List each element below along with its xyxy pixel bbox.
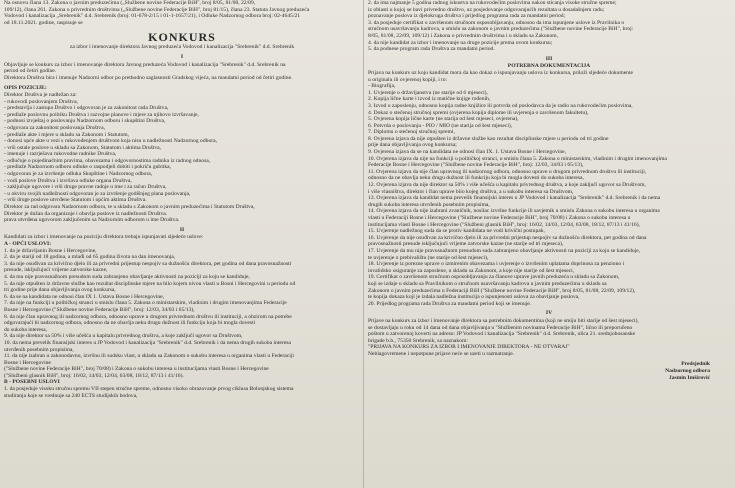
signature-org: Nadzornog odbora xyxy=(665,368,710,375)
text-line: brigade b.b., 75350 Srebrenik, sa naznakom: xyxy=(368,337,468,344)
text-line: - odgovoran je za izvršenje odluka Skupštine i Nadzornog odbora, xyxy=(4,171,153,178)
text-line: ("Službene novine Federacije BiH", broj 70/08) i Zakona o sukobu interesa u institucijama vlasti Bosne i Hercegovine xyxy=(4,366,269,373)
text-line: 12. Ovjerena izjava da nije direktor sa 50% i više učešća u kapitalu privrednog društva, a koje zaključi ugovor sa Društvom, xyxy=(368,182,646,189)
text-line: 19. Certifikat o završenom stručnom osposobljavanju za članove uprave javnih preduzeća u skladu sa Zakonom, xyxy=(368,274,620,281)
opis-heading: OPIS POZICIJE: xyxy=(4,85,47,92)
text-line: - odgovara za zakonitost poslovanja Društva, xyxy=(4,124,105,131)
signature-name: Jasmin Imširović xyxy=(668,374,710,381)
text-line: se dostavljaju u roku od 14 dana od dana objavljivanja u "Službenim novinama Federacije BiH", lično ili preporučeno xyxy=(368,324,633,331)
text-line: - Biografija, xyxy=(368,83,396,90)
text-line: - donosi opće akte u vezi s rukovođenjem društvom koja nisu u nadležnosti Nadzornog odbora, xyxy=(4,138,217,145)
potrebna-intro xyxy=(368,70,730,83)
potrebna-block xyxy=(368,83,730,307)
text-line: stručnom usavršavanju kadrova, u smislu sa zakonom o javnim preduzećima ("Službene novine Federacije BiH", broj: xyxy=(368,26,634,33)
text-line: Objavljuje se konkurs za izbor i imenovanje direktora Javnog preduzeća Vodovod i kanalizacija "Srebrenik" d.d. Srebrenik na xyxy=(4,61,286,68)
text-line: - odlučuje o pojedinačnim pravima, obavezama i odgovornostima radnika iz radnog odnosa, xyxy=(4,157,211,164)
opci-block xyxy=(4,248,360,380)
text-line: ("Službeni glasnik BiH", broj: 16/02, 14/03, 12/04, 63/08, 18/12, 87/13 i 41/16). xyxy=(4,372,184,379)
text-line: 11. Ovjerena izjava da nije član upravnog ili nadzornog odbora, odnosno uprave u drugom privrednom društvu ili instituciji, xyxy=(368,168,647,175)
text-line: Direktor je dužan da organizuje i obavlja poslove iz nadležnosti Društva. xyxy=(4,210,168,217)
text-line: do sukoba interesa, xyxy=(4,326,48,333)
text-line: 4. da mu nije pravosnažnom presudom suda zabranjeno obavljanje aktivnosti na poziciji za koju se kandiduje, xyxy=(4,273,250,280)
text-line: "PRIJAVA NA KONKURS ZA IZBOR I IMENOVANJE DIREKTORA - NE OTVARAJ" xyxy=(368,344,570,351)
text-line: 1. Uvjerenje o državljanstvu (ne starije od 6 mjeseci), xyxy=(368,89,488,96)
text-line: 4. da nije kandidat za izbor i imenovanje na druge pozicije prema ovom konkursu; xyxy=(368,39,553,46)
konkurs-subtitle: za izbor i imenovanje direktora Javnog preduzeća Vodovod i kanalizacija "Srebrenik" d.d. Srebrenik xyxy=(69,44,295,51)
text-line: 15. Uvjerenje nadležnog suda da se protiv kandidata ne vodi krivični postupak, xyxy=(368,228,545,235)
text-line: Vodovod i kanalizacija „Srebrenik" d.d. Srebrenik (broj: 01-678-2/15 i 01-1-1657/21), i Odluke Nadzornog odbora broj: 02-4645/21 xyxy=(4,13,301,20)
text-line: drugih sukoba interesa utvrđenih posebnim propisima, xyxy=(368,201,490,208)
text-line: Direktor za rad odgovara Nadzornom odboru, te u skladu s Zakonom o javnim preduzećima i Statutom Društva, xyxy=(4,204,255,211)
text-line: poštom u zatvorenoj koverti na adresu: JP Vodovod i kanalizacija "Srebrenik" d.d. Srebrenik, ulica 21. srednjobosanske xyxy=(368,331,636,338)
text-line: koji se izdaje u skladu sa Pravilnikom o stručnom usavršavanju kadrova u javnim preduzećima u skladu sa xyxy=(368,280,607,287)
text-line: - rukovodi poslovanjem Društva, xyxy=(4,98,78,105)
text-line: invalidsko osiguranje za zaposlene, u skladu sa Zakonom, a koje nije starije od šest mjeseci, xyxy=(368,267,575,274)
right-column xyxy=(368,0,730,488)
text-line: - predlaže Nadzornom odboru odluke o raspodjeli dobiti i pokriću gubitka, xyxy=(4,164,171,171)
text-line: period od četiri godine. xyxy=(4,68,57,75)
potrebna-heading: POTREBNA DOKUMENTACIJA xyxy=(507,63,591,70)
closing-block xyxy=(368,318,730,358)
text-line: 8. da nije član upravnog ili nadzornog odbora, odnosno uprave u drugom privrednom društvu ili instituciji, a obzirom na potrebe xyxy=(4,313,292,320)
text-line: 20. Prijedlog programa rada Društva za mandatni period koji se imenuje. xyxy=(368,300,532,307)
text-line: 5. Ovjerena kopija lične karte (ne starija od šest mjeseci, ovjerena), xyxy=(368,116,519,123)
text-line: - imenuje i razrješava rukovodne radnike Društva, xyxy=(4,151,117,158)
text-line: studiranja koje se vrednuje sa 240 ECTS studijskih bodova, xyxy=(4,392,138,399)
posebni-heading: B - POSEBNI USLOVI xyxy=(4,379,60,386)
opci-heading: A - OPĆI USLOVI: xyxy=(4,241,52,247)
top-block xyxy=(368,0,730,53)
text-line: 10. Ovjerena izjava da nije na funkciji u političkoj stranci, u smislu člana 5. Zakona o ministarskim, vladinim i drugim imenovanjima xyxy=(368,155,667,162)
text-line: presude, isključujući vrijeme zatvorske kazne, xyxy=(4,267,108,274)
text-line: Direktor Društva je nadležan za: xyxy=(4,91,77,98)
text-line: 11. da nije izabran u zakonodavnu, izvršnu ili sudsku vlast, u skladu sa Zakonom o sukobu interesa u organima vlasti u Federaciji xyxy=(4,353,294,360)
text-line: odnosno da ne obavlja neku drugu dužnost ili funkciju koja bi mogla dovesti do sukoba interesa, xyxy=(368,175,584,182)
text-line: odgovarajući bi nadzornog odbora, odnosno da ne obavlja neku drugu dužnost ili funkciju koja bi mogla dovesti xyxy=(4,320,256,327)
text-line: - predstavlja i zastupa Društvo i odgovoran je za zakonitost rada Društva, xyxy=(4,105,169,112)
text-line: od 18.11.2021. godine, raspisuje se xyxy=(4,19,83,26)
section-heading-3: III xyxy=(545,55,553,62)
text-line: 8. Ovjerena izjava da nije otpušten iz državne službe kao rezultat disciplinske mjere u periodu od tri godine xyxy=(368,135,609,142)
text-line: 9. da nije direktor sa 50% i više učešća u kapitalu privrednog društva, a koje zaključi ugovor sa Društvom, xyxy=(4,333,243,340)
text-line: - vodi poslove Društva i izvršava odluke organa Društva, xyxy=(4,177,132,184)
text-line: 17. Uvjerenje da mu nije pravosnažnom presudom suda zabranjeno obavljanje aktivnosti na poziciji za koju se kandiduje, xyxy=(368,247,641,254)
text-line: - podnosi izvještaj o poslovanju Nadzornom odboru i skupštini Društva, xyxy=(4,118,166,125)
text-line: te kopija dokaza koji je izdala nadležna institucija o ispunjenosti uslova za obavljanje poslova, xyxy=(368,294,580,301)
text-line: Bosne i Hercegovine xyxy=(4,359,51,366)
text-line: 7. da nije na funkciji u političkoj stranci u smislu člana 5. Zakona o ministarskim, vladinim i drugim imenovanjima Federacije xyxy=(4,300,287,307)
text-line: - u okviru svojih nadležnosti odgovoran je za izvršenje godišnjeg plana poslovanja, xyxy=(4,190,191,197)
intro-block xyxy=(4,62,360,82)
section-heading-1: I xyxy=(180,53,184,60)
text-line: 4. Dokaz o stečenoj stručnoj spremi (ovjerena kopija diplome ili uvjerenja o završenom fakultetu), xyxy=(368,109,589,116)
opis-block xyxy=(4,92,360,224)
text-line: - vrši druge poslove utvrđene Statutom i općim aktima Društva. xyxy=(4,197,147,204)
text-line: 6. da se na kandidata ne odnosi član IX 1. Ustava Bosne i Hercegovine, xyxy=(4,293,164,300)
text-line: poznavanje poslova iz djelokruga društva i prijedlog programa rada za mandatni period; xyxy=(368,13,566,20)
text-line: pravosnažnosti presude isključujući vrijeme zatvorske kazne (ne starije od tri mjeseca), xyxy=(368,241,564,248)
text-line: 3. da posjeduje certifikat o završenom stručnom osposobljavanju, odnosno da ima ispunjene uslove iz Pravilnika o xyxy=(368,19,625,26)
konkurs-title: KONKURS xyxy=(148,30,216,45)
text-line: Bosne i Hercegovine ("Službene novine Federacije BiH", broj: 12/03, 34/03 i 65/13), xyxy=(4,306,195,313)
text-line: - zaključuje ugovore i vrši druge pravne radnje u ime i za račun Društva, xyxy=(4,184,167,191)
text-line: 14. Ovjerena izjava da nije izabrani zvaničnik, nosilac izvršne funkcije ili savjetnik u smislu Zakona o sukobu interesa u organima xyxy=(368,208,660,215)
text-line: 13. Ovjerena izjava da kandidat nema prevelik finansijski interes u JP Vodovod i kanalizacija "Srebrenik" d.d. Srebrenik i da nema xyxy=(368,195,661,202)
text-line: tri godine prije dana objavljivanja ovog konkursa, xyxy=(4,287,116,294)
header-block xyxy=(4,0,360,26)
text-line: Prijava na konkurs uz koju kandidat mora da kao dokaz o ispunjavanju uslova iz konkursa, priloži sljedeće dokumente xyxy=(368,69,634,76)
text-line: 3. Izvod o zaposlenju, odnosno kopija radne knjižice ili potvrda od poslodavca da je radio na rukovodećim poslovima, xyxy=(368,102,633,109)
text-line: i više vlasništva, direktor i član uprave bilo kojeg društva, a u sukobu interesa sa Društvom, xyxy=(368,188,574,195)
text-line: Direktora Društva bira i imenuje Nadzorni odbor po prethodno saglasnosti Gradskog vijeća, na mandatni period od četiri godine. xyxy=(4,74,293,81)
text-line: - predlaže poslovnu politiku Društva i razvojne planove i mjere za njihovo izvršavanje, xyxy=(4,111,199,118)
posebni-block xyxy=(4,386,360,399)
text-line: 2. da je stariji od 18 godina, a mlađi od 65 godina života na dan imenovanja, xyxy=(4,254,176,261)
text-line: utvrđenih posebnim propisima, xyxy=(4,346,74,353)
text-line: u originalu ili ovjerenoj kopiji, i to: xyxy=(368,76,448,83)
text-line: 3. da nije osuđivan za krivično djelo ili za privredni prijestup nespojiv sa dužnošću direktora, pet godina od dana pravosnažnosti xyxy=(4,260,292,267)
opci-intro: Kandidati za izbor i imenovanje na poziciju direktora trebaju ispunjavati sljedeće uslove: xyxy=(4,234,204,241)
text-line: 5. da podnese program rada Društva za mandatni period. xyxy=(368,46,495,53)
section-heading-4: IV xyxy=(545,310,553,317)
text-line: - vrši ostale poslove u skladu sa Zakonom, Statutom i aktima Društva, xyxy=(4,144,162,151)
text-line: 18. Uvjerenje iz porezne uprave o izmirenim obavezama i uvjerenje o izvršenim uplatama doprinosa za penziono i xyxy=(368,261,625,268)
text-line: Zakonom o javnim preduzećima u Federaciji BiH ("Službene novine Federacije BiH", broj 8/05, 81/08, 22/09, 109/12), xyxy=(368,287,636,294)
text-line: 8/05, 81/08, 22/09, 109/12) i Zakona o privrednim društvima i u skladu sa Zakonom, xyxy=(368,32,559,39)
text-line: 16. Uvjerenje da nije osuđivan za krivično djelo ili za privredni prijestup nespojiv sa dužnošću direktora, pet godina od dana xyxy=(368,234,647,241)
text-line: te uvjerenje o prebivalištu (ne starije od šest mjeseci), xyxy=(368,254,489,261)
text-line: 7. Diplomu o stečenoj stručnoj spremi, xyxy=(368,129,455,136)
text-line: 109/12), člana 261. Zakona o privrednim društvima („Službene novine Federacije BiH", broj 81/15), člana 23. Statuta Javnog preduzeća xyxy=(4,6,310,13)
text-line: Neblagovremene i nepotpune prijave neće se uzeti u razmatranje. xyxy=(368,350,515,357)
signature-title: Predsjednik xyxy=(681,361,710,368)
text-line: Na osnovu člana 13. Zakona o javnim preduzećima („Službene novine Federacije BiH", broj 8/05, 81/08, 22/09, xyxy=(4,0,256,6)
text-line: 2. Kopija lične karte i izvod iz matične knjige rođenih, xyxy=(368,96,491,103)
text-line: 6. Potvrda o poslovanju - PIO / MIO (ne starija od šest mjeseci), xyxy=(368,122,513,129)
text-line: iz oblasti u kojoj se bavi privredno društvo, uz posjedovanje odgovarajućih rezultata u dosadašnjem radu; xyxy=(368,6,605,13)
text-line: prije dana objavljivanja ovog konkursa; xyxy=(368,142,457,149)
text-line: 2. da ima najmanje 5 godina radnog iskustva na rukovodećim poslovima nakon sticanja visoke stručne spreme; xyxy=(368,0,617,6)
left-column xyxy=(4,0,360,488)
text-line: 9. Ovjerena izjava da se na kandidata ne odnosi član IX. 1. Ustava Bosne i Hercegovine, xyxy=(368,149,567,156)
text-line: 1. da je državljanin Bosne i Hercegovine, xyxy=(4,247,97,254)
text-line: 1. da posjeduje visoku stručnu spremu VII stepen stručne spreme, odnosno visoko obrazovanje prvog ciklusa Bolonjskog sistema xyxy=(4,386,294,393)
section-heading-2: II xyxy=(179,226,185,233)
text-line: Prijave na konkurs za izbor i imenovanje direktora sa potrebnim dokumentima (koji ne smiju biti starije od šest mjeseci), xyxy=(368,317,639,324)
text-line: vlasti u Federaciji Bosne i Hercegovine ("Službene novine Federacije BiH", broj 70/08) i Zakona o sukobu interesa u xyxy=(368,215,631,221)
text-line: Federacije Bosne i Hercegovine ("Službene novine Federacije BiH", broj: 12/03, 34/03 i 65/13), xyxy=(368,162,584,169)
text-line: 5. da nije otpušten iz državne službe kao rezultat disciplinske mjere na bilo kojem nivou vlasti u Bosni i Hercegovini u periodu od xyxy=(4,280,296,287)
text-line: prava utvrđena ugovorom zaključenim sa Nadzornim odborom u ime Društva. xyxy=(4,217,180,224)
text-line: institucijama vlasti Bosne i Hercegovine ("Službeni glasnik BiH", broj: 16/02, 14/03, 12/04, 63/08, 18/12, 87/13 i 41/16), xyxy=(368,221,640,228)
column-divider xyxy=(363,0,364,488)
text-line: 10. da nema prevelik finansijski interes u JP Vodovod i kanalizacija "Srebrenik" d.d. Srebrenik i da nema drugih sukoba interesa xyxy=(4,339,291,346)
text-line: - predlaže akte i mjere u skladu sa Zakonom i Statutom, xyxy=(4,131,130,138)
